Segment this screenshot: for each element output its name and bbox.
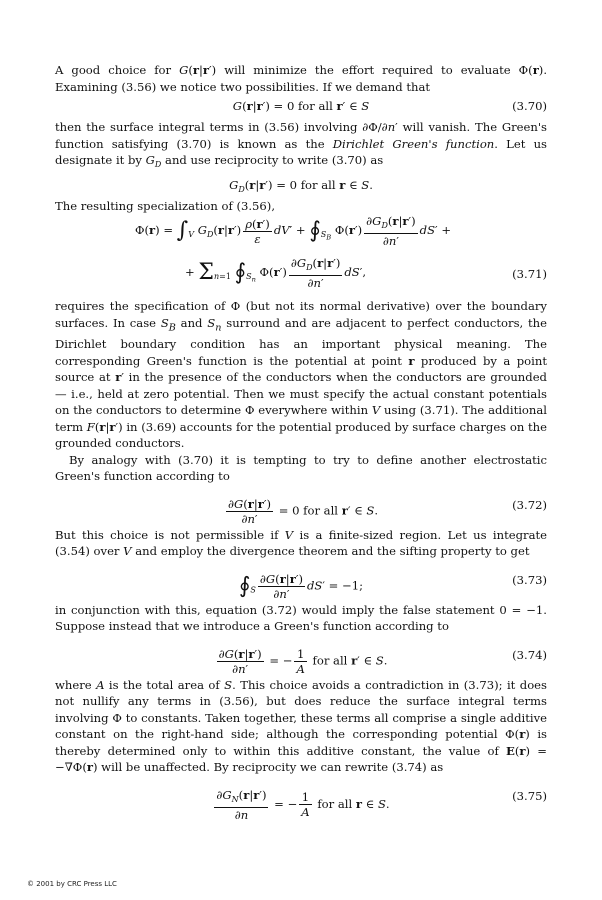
equation-number: (3.75): [512, 788, 547, 803]
page-body: [55, 62, 548, 822]
equation-number: (3.71): [512, 267, 547, 281]
paragraph-2: then the surface integral terms in (3.56) involving ∂Φ/∂n′ will vanish. The Green's function satisfying (3.70) is known as the Dirichlet Green's function. Let us designate it by $G_D$ and use reciprocity to write (3.70) as: [55, 120, 547, 169]
equation-line-2: + $\Sigma_{n=1}$ $∮_{S_n}$ Φ(r′) $\frac{\partial G_D(r|r')}{\partial n'}$ dS′,: [185, 256, 367, 290]
equation-number: (3.73): [512, 572, 547, 587]
equation-3-70: [55, 95, 547, 119]
paragraph-1: A good choice for G(r|r′) will minimize the effort required to evaluate Φ(r). Examining (3.56) we notice two possibilities. If we demand that: [55, 63, 548, 94]
equation-3-72: [55, 485, 547, 527]
paragraph-6: But this choice is not permissible if V is a finite-sized region. Let us integrate (3.54) over V and employ the divergence theorem and the sifting property to get: [55, 527, 547, 559]
paragraph-3: The resulting specialization of (3.56),: [55, 198, 275, 213]
equation-line-1: $\Phi(r) = \int_V$ $G_D(r|r')$ $\frac{\rho(r')}{\varepsilon}$ $dV' + ∮_{S_B}$ Φ(r′) $\frac{\partial G_D(r|r')}{\partial n'}$ dS′ +: [135, 214, 452, 248]
equation-body: $G_D(r|r') = 0$ for all r ∈ S.: [229, 177, 373, 194]
paragraph-5: By analogy with (3.70) it is tempting to try to define another electrostatic Green's function according to: [55, 452, 547, 484]
equation-body: $\frac{\partial G_N(r|r')}{\partial n}$ = − $\frac{1}{A}$ for all r ∈ S.: [216, 787, 390, 822]
paragraph-8: where A is the total area of S. This choice avoids a contradiction in (3.73); it does not nullify any terms in (3.56), but does reduce the surface integral terms involving Φ to constants. Taken together, these terms all comprise a single additive constant on the right-hand side; although the corresponding potential Φ(r) is thereby determined only to within this additive constant, the value of E(r) = −∇Φ(r) will be unaffected. By reciprocity we can rewrite (3.74) as: [55, 677, 547, 775]
equation-3-73: [55, 560, 547, 602]
equation-number: (3.70): [512, 99, 547, 113]
equation-number: (3.74): [512, 647, 547, 662]
equation-body: $\frac{\partial G(r|r')}{\partial n'}$ = 0 for all r′ ∈ S.: [227, 496, 379, 526]
equation-body: G(r|r′) = 0 for all r′ ∈ S: [232, 99, 370, 113]
equation-3-74: [55, 635, 547, 677]
equation-number: (3.72): [512, 497, 547, 512]
equation-3-75: [55, 776, 547, 822]
equation-body: $\frac{\partial G(r|r')}{\partial n'}$ = − $\frac{1}{A}$ for all r′ ∈ S.: [218, 646, 388, 676]
paragraph-4: requires the specification of Φ (but not its normal derivative) over the boundary surfaces. In case $S_B$ and $S_n$ surround and are adjacent to perfect conductors, the Dirichlet boundary condition has an important physical meaning. The corresponding Green's function is the potential at point r produced by a point source at r′ in the presence of the conductors when the conductors are grounded — i.e., held at zero potential. Then we must specify the actual constant potentials on the conductors to determine Φ everywhere within V using (3.71). The additional term F(r|r′) in (3.69) accounts for the potential produced by surface charges on the grounded conductors.: [55, 299, 548, 451]
equation-3-70b: [55, 174, 547, 198]
paragraph-7: in conjunction with this, equation (3.72) would imply the false statement 0 = −1. Suppose instead that we introduce a Green's function according to: [55, 602, 547, 634]
equation-body: $∮_S$ $\frac{\partial G(r|r')}{\partial n'}$ dS′ = −1;: [238, 571, 364, 601]
copyright-footer: © 2001 by CRC Press LLC: [27, 880, 117, 888]
equation-3-71: [55, 214, 547, 298]
